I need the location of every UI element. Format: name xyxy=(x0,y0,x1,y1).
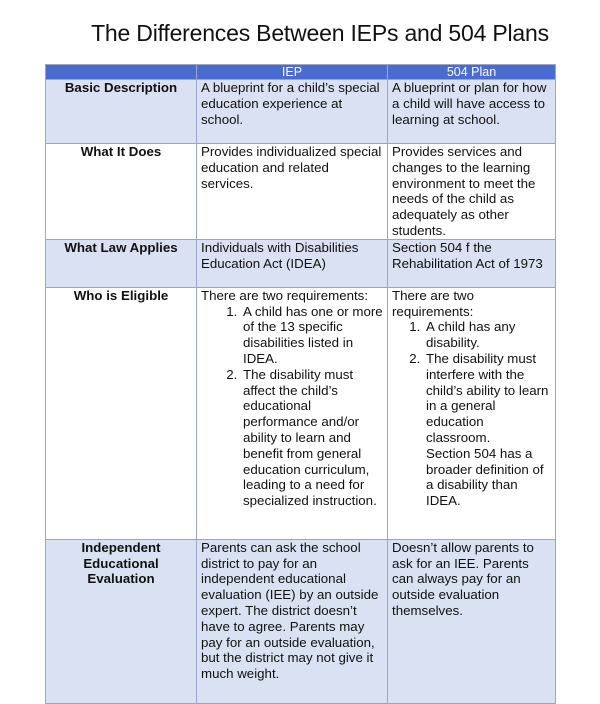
plan504-eligibility-note: Section 504 has a broader definition of a disability than IDEA. xyxy=(426,445,544,509)
page-title: The Differences Between IEPs and 504 Plans xyxy=(91,20,549,46)
row-label: Basic Description xyxy=(46,80,197,144)
list-item: 1. A child has any disability. xyxy=(424,319,551,351)
iep-requirements-list xyxy=(201,304,383,509)
header-504-plan: 504 Plan xyxy=(388,65,556,80)
table-row-independent-educational-evaluation xyxy=(46,539,556,703)
plan504-cell: Doesn’t allow parents to ask for an IEE. Parents can always pay for an outside evaluation themselves. xyxy=(388,539,556,703)
iep-cell xyxy=(197,287,388,539)
plan504-requirements-list xyxy=(392,319,551,445)
list-item: 1. A child has one or more of the 13 specific disabilities listed in IDEA. xyxy=(241,304,383,367)
header-iep: IEP xyxy=(197,65,388,80)
plan504-cell: Provides services and changes to the learning environment to meet the needs of the child as adequately as other students. xyxy=(388,144,556,240)
row-label: Independent Educational Evaluation xyxy=(46,539,197,703)
iep-cell: A blueprint for a child’s special education experience at school. xyxy=(197,80,388,144)
comparison-table xyxy=(45,64,556,704)
table-row-what-law-applies xyxy=(46,239,556,287)
row-label: Who is Eligible xyxy=(46,287,197,539)
list-item: 2. The disability must affect the child’s educational performance and/or ability to learn and benefit from general education curriculum, leading to a need for specialized instruction. xyxy=(241,367,383,509)
iep-cell: Parents can ask the school district to pay for an independent educational evaluation (IEE) by an outside expert. The district doesn’t have to agree. Parents may pay for an outside evaluation, but the district may not give it much weight. xyxy=(197,539,388,703)
iep-cell: Provides individualized special education and related services. xyxy=(197,144,388,240)
plan504-cell: A blueprint or plan for how a child will have access to learning at school. xyxy=(388,80,556,144)
table-header-row xyxy=(46,65,556,80)
row-label: What Law Applies xyxy=(46,239,197,287)
iep-eligibility-intro: There are two requirements: xyxy=(201,287,369,303)
table-row-what-it-does xyxy=(46,144,556,240)
table-row-basic-description xyxy=(46,80,556,144)
plan504-eligibility-intro: There are two requirements: xyxy=(392,287,475,319)
iep-cell: Individuals with Disabilities Education Act (IDEA) xyxy=(197,239,388,287)
table-row-who-is-eligible xyxy=(46,287,556,539)
header-blank xyxy=(46,65,197,80)
plan504-cell xyxy=(388,287,556,539)
list-item: 2. The disability must interfere with the child’s ability to learn in a general education classroom. xyxy=(424,351,551,446)
row-label: What It Does xyxy=(46,144,197,240)
plan504-cell: Section 504 f the Rehabilitation Act of 1973 xyxy=(388,239,556,287)
